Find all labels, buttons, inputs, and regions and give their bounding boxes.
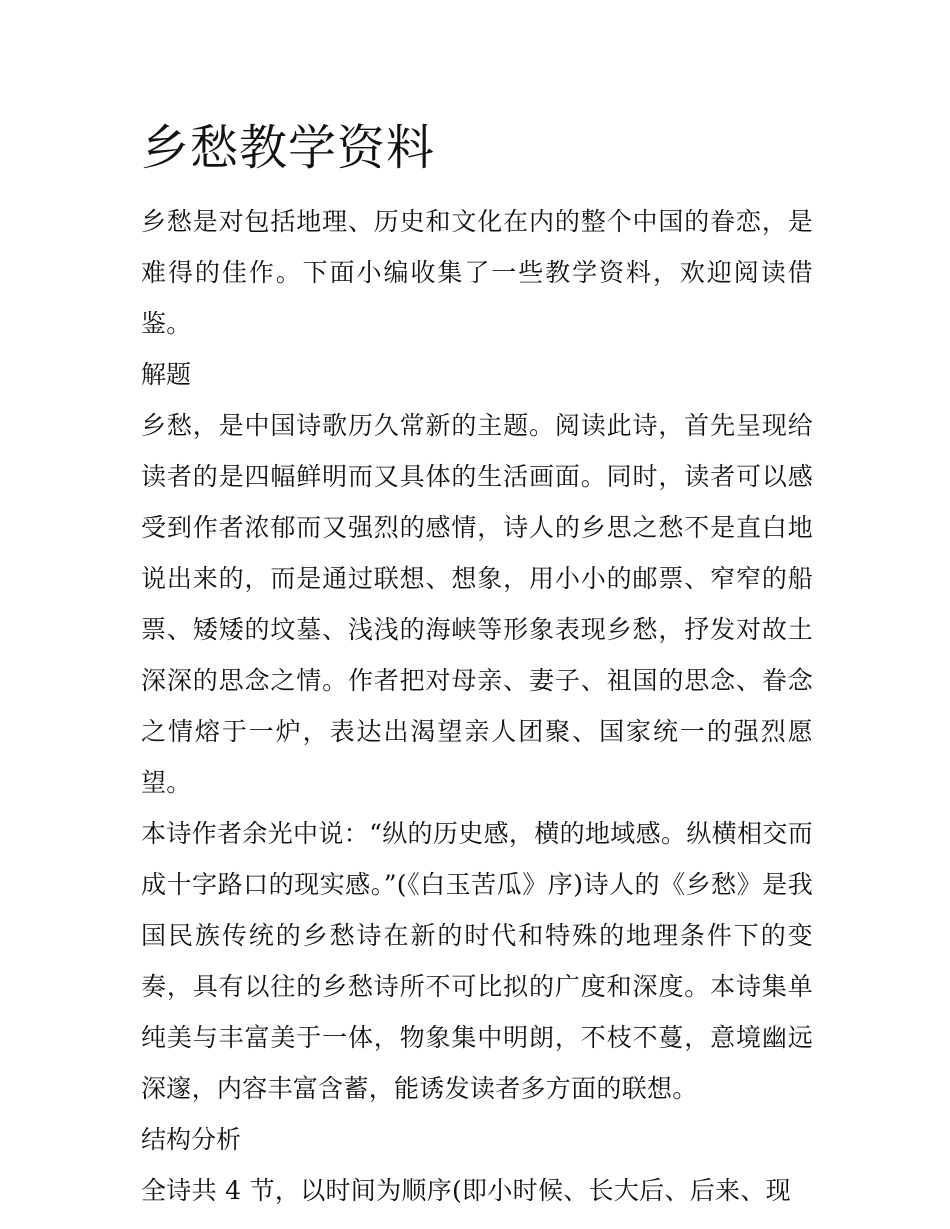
section-heading-jieti: 解题	[141, 360, 192, 389]
document-page	[141, 112, 813, 1216]
jieti-paragraph-2: 本诗作者余光中说：“纵的历史感，横的地域感。纵横相交而成十字路口的现实感。”(《白玉苦瓜》序)诗人的《乡愁》是我国民族传统的乡愁诗在新的时代和特殊的地理条件下的变奏，具有以往的乡愁诗所不可比拟的广度和深度。本诗集单纯美与丰富美于一体，物象集中明朗，不枝不蔓，意境幽远深邃，内容丰富含蓄，能诱发读者多方面的联想。	[141, 819, 813, 1103]
jieti-paragraph-1: 乡愁，是中国诗歌历久常新的主题。阅读此诗，首先呈现给读者的是四幅鲜明而又具体的生活画面。同时，读者可以感受到作者浓郁而又强烈的感情，诗人的乡思之愁不是直白地说出来的，而是通过联想、想象，用小小的邮票、窄窄的船票、矮矮的坟墓、浅浅的海峡等形象表现乡愁，抒发对故土深深的思念之情。作者把对母亲、妻子、祖国的思念、眷念之情熔于一炉，表达出渴望亲人团聚、国家统一的强烈愿望。	[141, 411, 813, 797]
section-heading-structure: 结构分析	[141, 1125, 242, 1154]
intro-paragraph: 乡愁是对包括地理、历史和文化在内的整个中国的眷恋，是难得的佳作。下面小编收集了一些教学资料，欢迎阅读借鉴。	[141, 207, 813, 338]
structure-paragraph-1: 全诗共 4 节，以时间为顺序(即小时候、长大后、后来、现	[141, 1176, 791, 1205]
document-title: 乡愁教学资料	[141, 120, 436, 176]
